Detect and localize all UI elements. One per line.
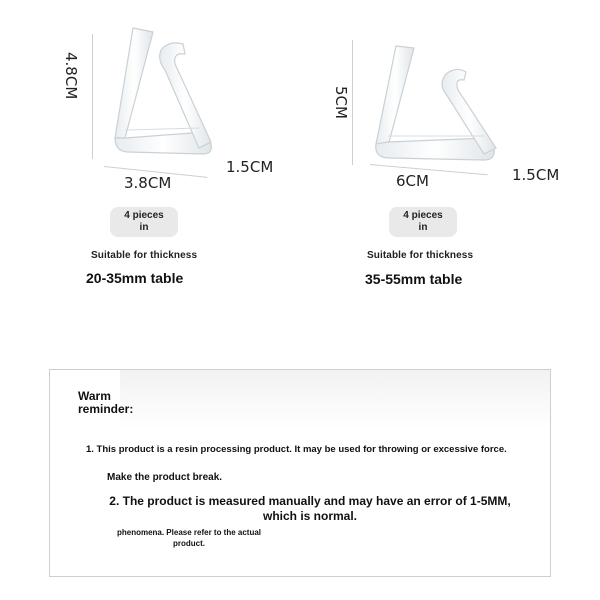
reminder-line-2: 2. The product is measured manually and may have an error of 1-5MM, which is normal.: [109, 494, 511, 523]
left-width-label: 3.8CM: [124, 174, 172, 192]
reminder-line-3: phenomena. Please refer to the actual product.: [116, 528, 262, 548]
left-height-label: 4.8CM: [62, 52, 80, 100]
right-range-label: 35-55mm table: [365, 271, 463, 287]
right-depth-label: 1.5CM: [512, 166, 560, 184]
left-height-line: [92, 34, 93, 159]
right-product-group: [300, 0, 600, 300]
left-range-label: 20-35mm table: [86, 270, 184, 286]
right-suitable-label: Suitable for thickness: [367, 250, 474, 261]
left-suitable-label: Suitable for thickness: [91, 250, 198, 261]
left-count-badge: 4 pieces in: [110, 207, 178, 237]
left-product-group: [0, 0, 300, 300]
reminder-title: Warm reminder:: [78, 389, 134, 416]
reminder-line-1b: Make the product break.: [107, 472, 223, 483]
right-height-line: [352, 40, 353, 165]
right-width-label: 6CM: [396, 172, 429, 190]
left-depth-label: 1.5CM: [226, 158, 274, 176]
reminder-line-1: 1. This product is a resin processing product. It may be used for throwing or excessive force.: [86, 444, 507, 455]
right-height-label: 5CM: [332, 86, 350, 119]
left-clip-image: [95, 20, 225, 170]
reminder-header-shade: [120, 370, 550, 430]
right-clip-image: [360, 38, 510, 168]
right-count-badge: 4 pieces in: [389, 207, 457, 237]
